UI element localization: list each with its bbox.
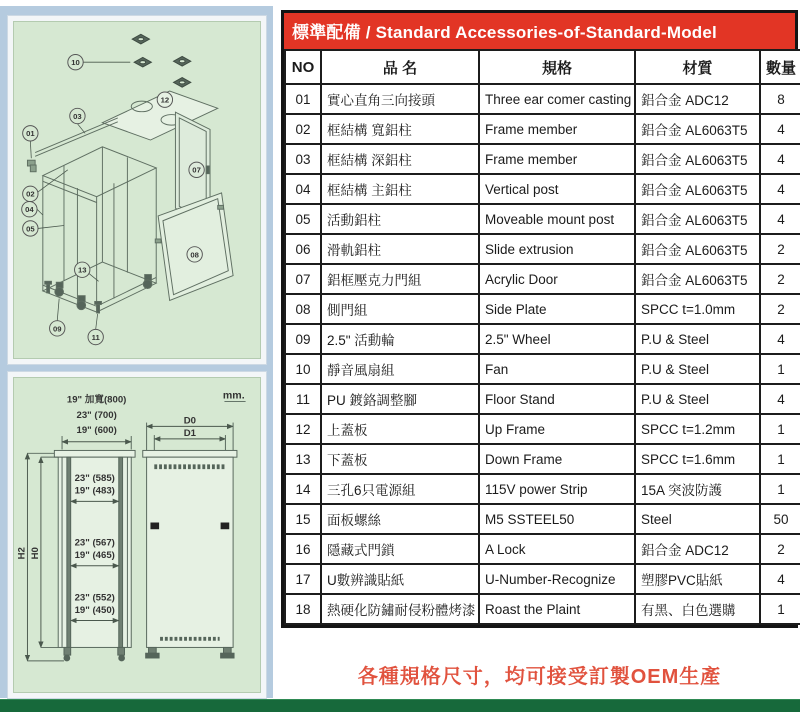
svg-text:01: 01 — [26, 129, 35, 139]
cell-no: 01 — [285, 84, 321, 114]
svg-text:23" (585): 23" (585) — [74, 473, 115, 485]
callout-09 — [50, 321, 65, 336]
column-header-row — [285, 50, 800, 84]
table-body — [285, 84, 800, 624]
cell-no: 03 — [285, 144, 321, 174]
cell-qty: 1 — [760, 444, 800, 474]
dimension-drawing — [14, 378, 260, 692]
cell-material: 鋁合金 ADC12 — [635, 534, 760, 564]
cell-material: 鋁合金 AL6063T5 — [635, 174, 760, 204]
svg-text:12: 12 — [160, 95, 170, 105]
svg-text:23" (700): 23" (700) — [76, 409, 117, 421]
callout-07 — [189, 162, 204, 177]
cell-name: 隱藏式門鎖 — [321, 534, 479, 564]
cell-spec: U-Number-Recognize — [479, 564, 635, 594]
cell-spec: Slide extrusion — [479, 234, 635, 264]
cell-no: 05 — [285, 204, 321, 234]
svg-text:02: 02 — [26, 189, 35, 199]
cell-spec: Vertical post — [479, 174, 635, 204]
callout-08 — [187, 247, 202, 262]
oem-caption: 各種規格尺寸，均可接受訂製OEM生產 — [357, 666, 722, 688]
callout-02 — [23, 186, 38, 201]
callout-03 — [70, 108, 85, 123]
exploded-view-canvas — [13, 21, 261, 359]
svg-text:19" (600): 19" (600) — [76, 425, 117, 437]
cell-no: 06 — [285, 234, 321, 264]
cell-name: 三孔6只電源組 — [321, 474, 479, 504]
cell-material: 鋁合金 AL6063T5 — [635, 264, 760, 294]
cell-material: P.U & Steel — [635, 354, 760, 384]
svg-text:04: 04 — [25, 205, 34, 215]
cell-name: 框結構 深鋁柱 — [321, 144, 479, 174]
cell-material: Steel — [635, 504, 760, 534]
cell-spec: Moveable mount post — [479, 204, 635, 234]
cell-spec: 2.5" Wheel — [479, 324, 635, 354]
col-name: 品 名 — [321, 50, 479, 84]
table-title-bar: 標準配備 / Standard Accessories-of-Standard-Model — [284, 13, 795, 49]
cell-name: U數辨識貼紙 — [321, 564, 479, 594]
cell-material: 塑膠PVC貼紙 — [635, 564, 760, 594]
cell-material: P.U & Steel — [635, 384, 760, 414]
height-labels — [17, 547, 41, 559]
cell-name: 框結構 寬鋁柱 — [321, 114, 479, 144]
table-row — [285, 234, 800, 264]
svg-text:19" (465): 19" (465) — [74, 550, 115, 562]
col-qty: 數量 — [760, 50, 800, 84]
cell-material: 鋁合金 AL6063T5 — [635, 144, 760, 174]
accessories-table — [281, 10, 798, 628]
dimension-panel — [8, 372, 266, 698]
left-diagram-strip — [0, 6, 273, 698]
table-row — [285, 414, 800, 444]
col-spec: 規格 — [479, 50, 635, 84]
cell-no: 09 — [285, 324, 321, 354]
cell-spec: M5 SSTEEL50 — [479, 504, 635, 534]
cell-name: 框結構 主鋁柱 — [321, 174, 479, 204]
cell-no: 17 — [285, 564, 321, 594]
table-row — [285, 534, 800, 564]
cell-qty: 2 — [760, 264, 800, 294]
table-row — [285, 264, 800, 294]
cell-name: 上蓋板 — [321, 414, 479, 444]
svg-text:19" 加寬(800): 19" 加寬(800) — [66, 394, 127, 406]
cell-material: SPCC t=1.0mm — [635, 294, 760, 324]
cell-name: 熱硬化防鏽耐侵粉體烤漆 — [321, 594, 479, 624]
cell-material: 鋁合金 ADC12 — [635, 84, 760, 114]
svg-text:05: 05 — [26, 224, 35, 234]
svg-text:08: 08 — [190, 250, 199, 260]
cell-material: 鋁合金 AL6063T5 — [635, 234, 760, 264]
callout-13 — [75, 262, 90, 277]
cell-material: 有黑、白色選購 — [635, 594, 760, 624]
cell-spec: Side Plate — [479, 294, 635, 324]
callout-12 — [157, 92, 172, 107]
cell-name: 實心直角三向接頭 — [321, 84, 479, 114]
callout-04 — [22, 202, 37, 217]
cell-spec: Down Frame — [479, 444, 635, 474]
cell-no: 15 — [285, 504, 321, 534]
svg-text:H0: H0 — [30, 547, 42, 560]
exploded-view-panel — [8, 16, 266, 364]
cell-qty: 50 — [760, 504, 800, 534]
cell-qty: 8 — [760, 84, 800, 114]
cell-name: PU 鍍鉻調整腳 — [321, 384, 479, 414]
table-row — [285, 324, 800, 354]
exploded-view-drawing — [14, 22, 260, 358]
table-row — [285, 564, 800, 594]
cell-spec: Frame member — [479, 144, 635, 174]
svg-text:03: 03 — [73, 111, 82, 121]
cell-spec: Acrylic Door — [479, 264, 635, 294]
svg-text:10: 10 — [71, 58, 80, 68]
cell-spec: Fan — [479, 354, 635, 384]
cell-spec: Floor Stand — [479, 384, 635, 414]
cell-no: 14 — [285, 474, 321, 504]
cell-no: 11 — [285, 384, 321, 414]
side-view — [143, 416, 237, 658]
svg-text:13: 13 — [77, 265, 87, 275]
cell-spec: Up Frame — [479, 414, 635, 444]
cell-spec: Three ear comer casting — [479, 84, 635, 114]
cell-name: 靜音風扇組 — [321, 354, 479, 384]
cell-qty: 2 — [760, 534, 800, 564]
bottom-green-bar — [0, 699, 800, 712]
cell-material: 15A 突波防護 — [635, 474, 760, 504]
table-row — [285, 594, 800, 624]
table-row — [285, 144, 800, 174]
accessories-grid — [284, 49, 800, 625]
cell-qty: 1 — [760, 414, 800, 444]
cell-material: SPCC t=1.2mm — [635, 414, 760, 444]
cell-name: 滑軌鋁柱 — [321, 234, 479, 264]
svg-text:07: 07 — [192, 165, 201, 175]
fan-mount-icons — [132, 34, 191, 87]
callout-10 — [68, 55, 83, 70]
cell-qty: 4 — [760, 564, 800, 594]
cell-name: 下蓋板 — [321, 444, 479, 474]
cell-qty: 2 — [760, 294, 800, 324]
cell-name: 側門組 — [321, 294, 479, 324]
dimension-canvas — [13, 377, 261, 693]
cell-spec: Roast the Plaint — [479, 594, 635, 624]
svg-text:23" (567): 23" (567) — [74, 537, 115, 549]
cell-qty: 1 — [760, 354, 800, 384]
svg-text:19" (450): 19" (450) — [74, 604, 115, 616]
cell-qty: 2 — [760, 234, 800, 264]
table-row — [285, 84, 800, 114]
cell-no: 04 — [285, 174, 321, 204]
cell-no: 16 — [285, 534, 321, 564]
svg-text:D0: D0 — [183, 415, 196, 427]
cell-name: 活動鋁柱 — [321, 204, 479, 234]
cell-no: 13 — [285, 444, 321, 474]
cell-material: 鋁合金 AL6063T5 — [635, 204, 760, 234]
cell-spec: A Lock — [479, 534, 635, 564]
callout-05 — [23, 221, 38, 236]
table-row — [285, 474, 800, 504]
cell-no: 10 — [285, 354, 321, 384]
table-row — [285, 204, 800, 234]
cell-material: 鋁合金 AL6063T5 — [635, 114, 760, 144]
cell-no: 02 — [285, 114, 321, 144]
cell-qty: 4 — [760, 144, 800, 174]
table-row — [285, 114, 800, 144]
cell-qty: 4 — [760, 114, 800, 144]
cell-qty: 4 — [760, 204, 800, 234]
table-row — [285, 444, 800, 474]
cell-name: 鋁框壓克力門組 — [321, 264, 479, 294]
unit-label: mm. — [222, 389, 245, 402]
corner-casting-icon — [27, 160, 36, 172]
cell-no: 12 — [285, 414, 321, 444]
cell-spec: 115V power Strip — [479, 474, 635, 504]
cell-qty: 4 — [760, 324, 800, 354]
cell-qty: 1 — [760, 474, 800, 504]
cell-spec: Frame member — [479, 114, 635, 144]
cell-no: 07 — [285, 264, 321, 294]
callout-11 — [88, 329, 103, 344]
col-no: NO — [285, 50, 321, 84]
col-material: 材質 — [635, 50, 760, 84]
cell-qty: 4 — [760, 174, 800, 204]
cell-material: SPCC t=1.6mm — [635, 444, 760, 474]
cell-no: 18 — [285, 594, 321, 624]
svg-text:19" (483): 19" (483) — [74, 485, 115, 497]
cell-qty: 1 — [760, 594, 800, 624]
width-labels — [67, 393, 126, 436]
table-row — [285, 174, 800, 204]
depth-labels — [184, 416, 197, 439]
cell-name: 面板螺絲 — [321, 504, 479, 534]
cell-qty: 4 — [760, 384, 800, 414]
table-row — [285, 294, 800, 324]
table-row — [285, 354, 800, 384]
cell-name: 2.5" 活動輪 — [321, 324, 479, 354]
svg-text:11: 11 — [91, 332, 100, 342]
svg-text:09: 09 — [52, 324, 62, 334]
table-row — [285, 504, 800, 534]
cell-material: P.U & Steel — [635, 324, 760, 354]
table-row — [285, 384, 800, 414]
inner-dim-labels — [75, 473, 115, 616]
svg-text:23" (552): 23" (552) — [74, 592, 115, 604]
callout-01 — [23, 126, 38, 141]
svg-text:H2: H2 — [16, 547, 28, 560]
svg-text:D1: D1 — [183, 428, 196, 440]
cell-no: 08 — [285, 294, 321, 324]
